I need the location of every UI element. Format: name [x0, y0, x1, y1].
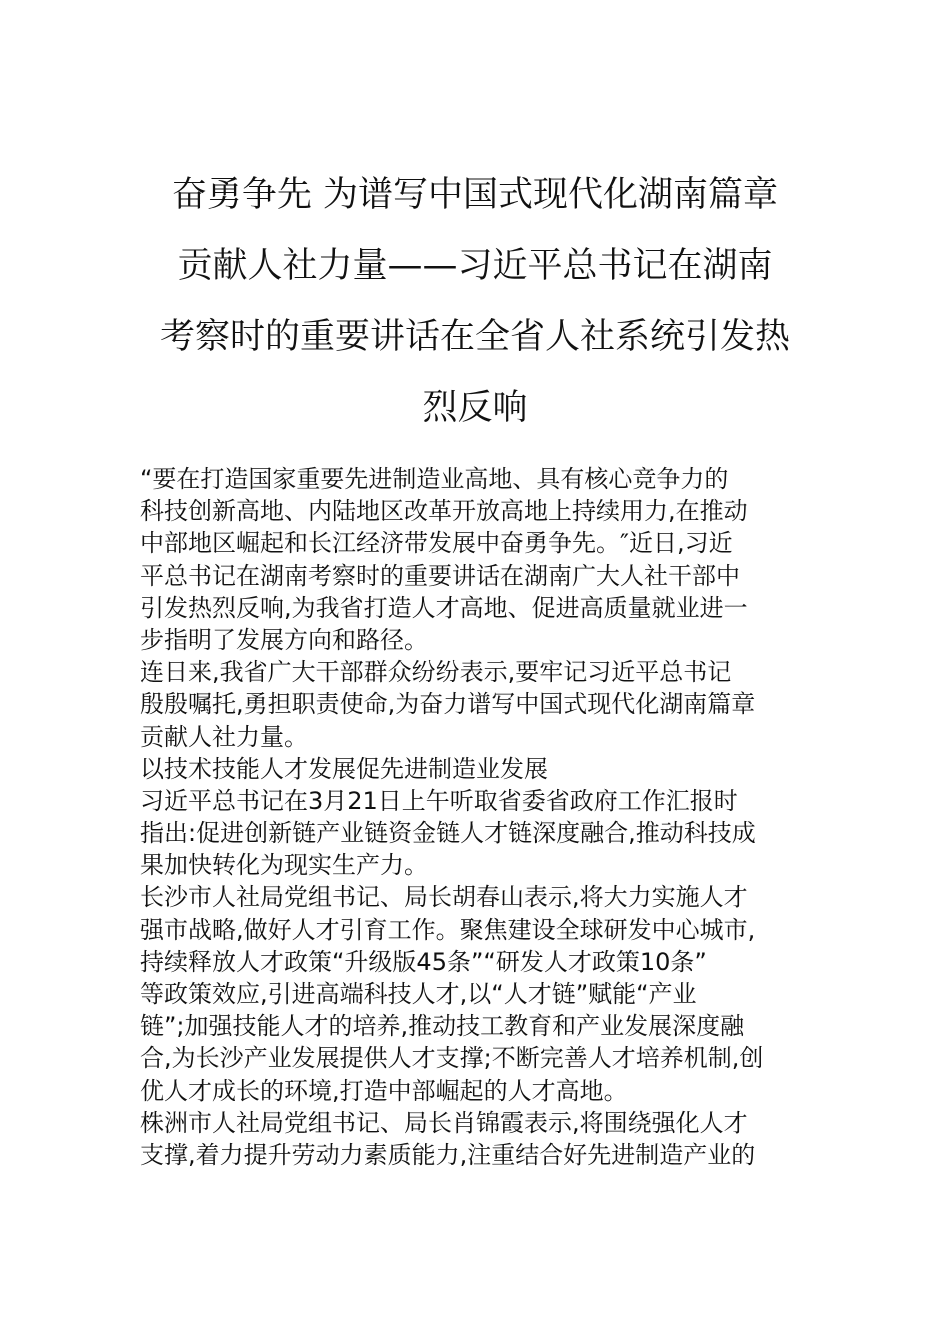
text-line: 贡献人社力量。: [140, 722, 308, 751]
text-line: 支撑,着力提升劳动力素质能力,注重结合好先进制造产业的: [140, 1140, 756, 1169]
paragraph: [140, 1107, 812, 1171]
text-line: “要在打造国家重要先进制造业高地、具有核心竞争力的: [140, 465, 729, 493]
paragraph: [140, 656, 812, 753]
paragraph: [140, 785, 812, 882]
text-line: 中部地区崛起和长江经济带发展中奋勇争先。″近日,习近: [140, 529, 733, 558]
title-line: 贡献人社力量——习近平总书记在湖南: [177, 246, 773, 286]
title-line: 考察时的重要讲话在全省人社系统引发热: [159, 317, 790, 357]
text-line: 长沙市人社局党组书记、局长胡春山表示,将大力实施人才: [140, 883, 748, 912]
text-line: 合,为长沙产业发展提供人才支撑;不断完善人才培养机制,创: [140, 1044, 764, 1073]
text-line: 平总书记在湖南考察时的重要讲话在湖南广大人社干部中: [140, 561, 740, 590]
section-heading: [140, 753, 812, 785]
text-line: 殷殷嘱托,勇担职责使命,为奋力谱写中国式现代化湖南篇章: [140, 690, 756, 719]
text-line: 科技创新高地、内陆地区改革开放高地上持续用力,在推动: [140, 497, 748, 526]
text-line: 引发热烈反响,为我省打造人才高地、促进高质量就业进一: [140, 593, 748, 622]
paragraph: [140, 881, 812, 1106]
text-line: 强市战略,做好人才引育工作。聚焦建设全球研发中心城市,: [140, 915, 756, 944]
text-line: 持续释放人才政策“升级版45条”“研发人才政策10条”: [140, 947, 707, 976]
title-line: 奋勇争先 为谱写中国式现代化湖南篇章: [171, 175, 779, 215]
article-body: [140, 463, 812, 1171]
text-line: 果加快转化为现实生产力。: [140, 851, 428, 880]
text-line: 步指明了发展方向和路径。: [140, 625, 428, 654]
text-line: 习近平总书记在3月21日上午听取省委省政府工作汇报时: [140, 786, 738, 815]
document-title: [140, 160, 810, 444]
paragraph: [140, 463, 812, 656]
text-line: 优人才成长的环境,打造中部崛起的人才高地。: [140, 1076, 628, 1105]
text-line: 指出:促进创新链产业链资金链人才链深度融合,推动科技成: [140, 819, 756, 848]
text-line: 连日来,我省广大干部群众纷纷表示,要牢记习近平总书记: [140, 658, 732, 687]
title-line: 烈反响: [422, 388, 528, 428]
text-line: 链”;加强技能人才的培养,推动技工教育和产业发展深度融: [140, 1012, 745, 1041]
text-line: 等政策效应,引进高端科技人才,以“人才链”赋能“产业: [140, 980, 697, 1008]
text-line: 株洲市人社局党组书记、局长肖锦霞表示,将围绕强化人才: [140, 1108, 748, 1137]
text-line: 以技术技能人才发展促先进制造业发展: [140, 754, 548, 783]
